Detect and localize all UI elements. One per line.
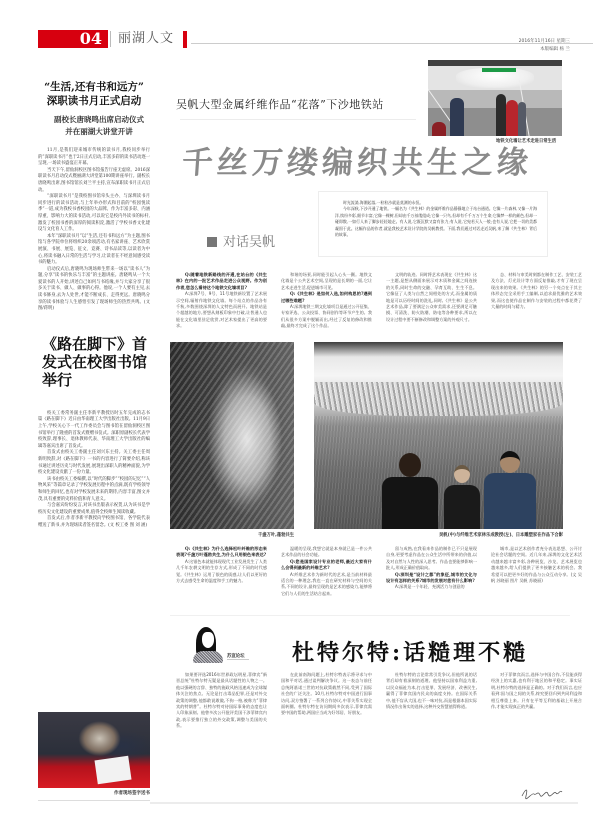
feature-headline[interactable]: 千丝万缕编织共生之缘 xyxy=(180,145,534,181)
story2-headline[interactable]: 《路在脚下》首发式在校图书馆举行 xyxy=(42,334,148,389)
story1-subheadline xyxy=(38,114,150,138)
story1-body xyxy=(38,148,150,313)
text-column xyxy=(491,546,582,597)
answer: 城市,是以艺术创作者充分表达思想、公开讨论社会话题的空间。近几年来,深圳的文化艺术活动越来越丰富多彩,各种展览、沙龙、艺术展览也越来越多,给人们提供了更多接触艺术的机会。我希望可以把更多好的作品与公众互动分享。(文 吴帆 苏晓丽 图片 吴帆 苏晓丽) xyxy=(491,546,582,584)
answer: 和谐的场景,同时能引起人心头一颤。地铁文化墙是个公共艺术空间,呈现的是长期的一面,它让艺术走进生活,促进城市可见。 xyxy=(281,272,372,290)
issue-date: 2016年11月16日 星期三 xyxy=(518,39,570,44)
subway-station-photo[interactable] xyxy=(428,60,562,136)
avatar-face xyxy=(202,632,214,648)
commuter xyxy=(496,94,506,136)
paragraph: 11月,是我们迎来城市传统的读书月,我校同步举行的“深职读书月”也于2日正式启动,丰富多彩的读书活动逐一呈现,一场读书盛宴正开幕。 xyxy=(38,148,150,167)
head xyxy=(454,465,470,483)
question: Q:随着地铁新路线的开通,在站台的《共生林》在内的一批艺术作品走进公众视野。作为创作者,您怎么看待这个地铁文化墙项目? xyxy=(176,272,267,290)
commuter xyxy=(432,122,446,136)
text-column xyxy=(176,672,267,730)
answer: A:纤维艺术作为新时代的艺术,是当前材料最适合的一种理念,我也一直在研究材料与空间的关系,不同的设计,最终呈现的是艺术的感染力,能够将它们与人们的生活结合起来。 xyxy=(281,571,372,596)
torso xyxy=(484,473,536,529)
person-center xyxy=(444,465,480,529)
dateline xyxy=(519,38,570,54)
fiber-texture xyxy=(170,342,294,529)
torso xyxy=(382,477,438,529)
qa-columns-lower xyxy=(176,546,582,597)
text-column xyxy=(281,272,372,330)
commuter xyxy=(450,98,464,136)
story1-subheadline-line2: 并在丽湖大讲堂开讲 xyxy=(65,127,133,136)
divider xyxy=(170,615,570,616)
answer: 温暖的呈现,我想它就是本身就已是一件公共艺术作品的社会功能。 xyxy=(281,546,372,558)
page-number-block xyxy=(38,30,108,48)
paragraph: 校关工委常务副主任李新平教授历时五年完成的志书篇《路在脚下》近日由华南理工大学出版社出版。11月9日上午,学校关心下一代工作委员会与图书馆在留仙洞校区图书馆举行了隆重的首发式暨赠书仪式。深职原副校长代表学校致辞,理事长、退休教师代表、华南理工大学出版社的编辑等嘉宾出席了首发式。 xyxy=(38,410,150,449)
text-column xyxy=(386,272,477,330)
divider xyxy=(38,800,150,801)
author-signature-icon xyxy=(520,784,564,800)
question: Q:深圳是“设计之都”的象征,城市的文化与设计有怎样的关系?城市的发展对您有什么影响? xyxy=(386,571,477,584)
paragraph: 与会嘉宾纷纷发言,对该书出版表示祝贺,认为该书是学校历史文化建设的重要成果,值得全校师生阅读收藏。 xyxy=(38,503,150,515)
intro-paragraph: 时光流淌,海潮起落,一粒粒沙就是莫测的永恒。 xyxy=(343,200,424,205)
fiber-artwork-caption: 千盏万叶,蓬勃共生 xyxy=(257,533,294,538)
story1-headline[interactable]: “生活,还有书和远方” 深职读书月正式启动 xyxy=(44,81,144,107)
question: Q:《共生林》为什么选择松叶纤维的形态来表现?千盏万叶蓬勃共生,为什么只用银色来表达? xyxy=(176,546,267,558)
answer: 文明的轨迹。同时将艺术表现在《共生林》这一主题,是想从侧面来展示对木质和金属之间连接的关系,同时生命的交融、孕育互助、生生不息。它像征了人类与自然之间相处的方式,而金属的质地是可以历经时间的洗礼,同时,《共生林》是公共艺术作品,除了要满足公众审美需求,还要满足可触摸、可清洗、防火防潮、防电等各种要求,所以在设计过程中要不断修改和调整方案的外观尺寸。 xyxy=(386,272,477,322)
paragraph: 当天下午,留仙洞校区图书馆报告厅座无虚席。2016深职读书月启动仪式暨丽湖大讲堂第100期讲座举行。副校长唐晓鸣出席,图书馆馆长刘兰平主持,宣布深职读书月正式启动。 xyxy=(38,167,150,193)
text-column xyxy=(386,546,477,597)
page-editor: 本版编辑 杨 兰 xyxy=(540,47,570,52)
column-headline[interactable]: 杜特尔特:话糙理不糙 xyxy=(292,640,529,666)
artwork-fringe xyxy=(314,382,563,416)
text-column xyxy=(176,272,267,330)
answer: 留与成熟,在我看来作品的制作已不只是展现自身,更要考虑作品在公众生活中所带来的价值,以及对自然与人性的深入思考。作品也要能够影响一批人,形成正确价值取向。 xyxy=(386,546,477,571)
text-column xyxy=(386,672,477,730)
book-pages xyxy=(94,756,131,784)
square-bullet-icon xyxy=(207,237,217,247)
paragraph: 首发式由校关工委副主任刘兴东主持。关工委主任周新明致辞,对《路在脚下》一书的内容进行了简要介绍,称该书通过讲述历史与时代发展,展现出深职人的精神面貌,为学校文化建设贡献了一份力量。 xyxy=(38,450,150,476)
book-signing-photo[interactable] xyxy=(38,712,150,788)
column-label: 苏宣论坛 xyxy=(227,653,249,660)
feature-kicker: 吴帆大型金属纤维作品“花落”下沙地铁站 xyxy=(176,98,384,111)
answer: A:深圳是一个年轻、充满活力与创意的 xyxy=(395,584,465,590)
story2-body xyxy=(38,411,150,530)
answer: A:深圳7号、9号、11号地铁新设置了艺术展示空间,辐射作地铁文化墙。每个站点的作品各有千秋,多数围绕深圳的人文特色而展开。地铁站是个超越的地方,要想从刻板印象中打破,让普通人也能在文化墙里驻足欣赏,对艺术家提出了更高的要求。 xyxy=(176,291,267,329)
exit-sign xyxy=(482,68,516,72)
answer: A:这银色本就能体现现代工业发展发生了人类几千年农耕文明的生存方式,形成了不同的时代感觉。《共生林》运用了银色的质感,让人们以更好的方式去感受生命的温度和手工的魅力。 xyxy=(176,558,267,584)
text-column xyxy=(491,672,582,730)
paragraph: 杜特尔特的言论常常引发争议,但他所说的话背后却有着深刻的道理。他坚持以国家利益为重,以民众福祉为本,打击犯罪、发展经济、改善民生,赢得了菲律宾国内民众的高度支持。在国际关系中,他不盲从大国,也不一味对抗,而是根据本国实际情况作出务实的选择,这种外交智慧值得称道。 xyxy=(386,672,477,710)
paragraph: 在此前南海问题上,杜特尔特表示将寻求与中国和平对话,通过谈判解决争议。这一表态与前任总统阿基诺三世的对抗政策截然不同,受到了国际社会的广泛关注。10月,杜特尔特对中国进行国事访问,双方签署了一系列合作协议,中菲关系实现全面转圜。杜特尔特在访问期间多次表示,菲律宾需要中国的帮助,两国应当成为好邻居、好朋友。 xyxy=(281,672,372,716)
dialog-label-text: 对话吴帆 xyxy=(223,235,276,250)
answer: 态、材料与审美时刻都在制作工艺、安装工艺及方法、灯光设计等方面反复推敲,才有了现在呈现出来的效果。《共生林》的另一个亮点在于其主体形态完全采用手工编制,以追求最优雅的艺术效果,而这也使作品在制作与安装的过程中都花费了大量的时间与精力。 xyxy=(491,272,582,310)
paragraph: 本年“深职读书月”以“生活,还有书和远方”为主题,图书馆与各学院单位将组织20余项活动,有名家讲座、艺术欣赏展演、书展、展览、征文、竞赛、诗书品读等,以读者为中心,将读书融入日常的生活与学习,让读者在不经意间感受读书的魅力。 xyxy=(38,233,150,266)
divider xyxy=(150,802,578,804)
page-number: 04 xyxy=(79,29,102,48)
paragraph: 对于菲律宾而言,选择与中国合作,不仅能获得经济上的实惠,也有利于地区的和平稳定。事实证明,杜特尔特的选择是正确的。对于我们而言,也应看到:国与国之间的关系,终究要回归到共同利益和相互尊重上来。只有在平等互利的基础上开展合作,才能实现真正的共赢。 xyxy=(491,672,582,710)
qa-columns xyxy=(176,272,582,330)
text-column xyxy=(491,272,582,330)
paragraph: 首发式后,作者李新平教授向学校图书馆、各学院代表赠送了新书,并为现场读者签名留念。(文 校工委 图 刘 涵) xyxy=(38,516,150,528)
section-name: 丽湖人文 xyxy=(118,31,175,46)
head xyxy=(500,451,520,473)
question: Q:《共生林》是如何入选,如何构思的?遇到过哪些难题? xyxy=(281,291,372,303)
column-body xyxy=(176,672,582,730)
intro-paragraph: 今年深秋,下沙开通了地铁。一幅名为《共生林》的金属纤维作品静静地立于站台通道。它像一片森林,又像一片海洋,缤纷多彩,细节丰富;它像一棵树,但却由千万丝缕组成;它像一只鸟,但却有千千万万个生命;它像梦一样的颜色,但却一碰即散,一如行人来了脚步轻轻地走。有人说,它既沉默又富有张力;有人说,它宛若天人一般;也有人说,它把一切的美都凝固于此。这幅作品的作者,就是我校艺术设计学院的吴帆教授。下面,我们通过对话走近吴帆,来了解《共生林》背后的故事。 xyxy=(335,206,537,238)
dialog-label xyxy=(207,231,275,250)
answer: A:深圳地铁三期文化墙项目是通过公开征集、专家评选、公众投票、协同创作等环节产生的。我们从很多方案中脱颖而出,经过了反复的修改和推敲,最终才完成了这个作品。 xyxy=(281,304,372,329)
artists-group-photo[interactable] xyxy=(314,342,563,529)
subway-photo-caption: 地铁文化墙让艺术走进日常生活 xyxy=(496,139,557,144)
paragraph: 如果要评选2016年世界政坛明星,菲律宾“新晋总统”杜特尔特无疑是最具话题性的人物之一。他以强硬的言辞、独特的施政风格迅速成为全球媒体关注的焦点。无论是打击毒品犯罪,还是对外交政策的调整,他都敢说敢做,不拘一格,被称为“菲律宾的特朗普”。杜特尔特对待国际事务的态度也让人印象深刻。他曾多次公开批评美国干涉菲律宾内政,表示要推行独立的外交政策,调整与美国的关系。 xyxy=(176,672,267,729)
intro-box xyxy=(318,191,548,257)
left-column xyxy=(38,80,150,530)
paragraph: “深职读书月”是我校图书馆牵头主办、与深圳读书月同步进行的读书活动,与上年举办形式和目前的“校园悦读季”一道,成为我校书香校园的大品牌。作为丰富多彩、内涵厚重、影响力大的读书活动,可以说它是校内外读书的标杆,激发了校园书香的深厚的阅读积淀,激活了学校书香文化建设与文化育人工作。 xyxy=(38,194,150,233)
divider xyxy=(180,119,416,120)
avatar-coat xyxy=(193,651,223,663)
commuter xyxy=(506,100,518,136)
columnist-avatar xyxy=(193,627,227,663)
question: Q:您是国家设计专业的老师,最近大家有什么会得到最新的纤维艺术? xyxy=(281,558,372,571)
section-marker xyxy=(183,31,187,48)
text-column xyxy=(176,546,267,597)
torso xyxy=(444,485,480,529)
fiber-artwork-closeup-photo[interactable] xyxy=(170,342,294,529)
person-left xyxy=(382,453,438,529)
story1-subheadline-line1: 副校长唐晓鸣出席启动仪式 xyxy=(54,115,144,124)
masthead xyxy=(38,30,593,50)
group-photo-caption: 吴帆(中)与纤维艺术家林乐成教授(左)、日本雕塑家在作品下合影 xyxy=(439,533,563,538)
paragraph: 该书由校关工委编撰,以“时代的脚步”“校园的记忆”“人物风采”等篇章记录了学校发展历程中的点滴,既有学校领导和师生的回忆,也有对学校发展未来的期待,内容丰富,图文并茂,具有重要的史料价值和育人意义。 xyxy=(38,476,150,502)
divider xyxy=(110,31,111,47)
head xyxy=(399,453,421,477)
person-right xyxy=(484,451,536,529)
commuter xyxy=(518,102,526,136)
text-column xyxy=(281,672,372,730)
text-column xyxy=(281,546,372,597)
paragraph: 启动仪式后,唐晓鸣为现场师生带来一场以“读书人”为题,分享“读书的快乐与丰富”的主题讲座。唐晓鸣从一个大爱读书的人开始,讲述自己如何与书结缘,并与大家分享了很多关于读书、做人、做事的心得。他说,一个人要有主见,去读书修身,去为人处世,才能不断成长、走得更远。唐晓鸣分享的读书体验与人生感悟引发了现场师生的热烈共鸣。(文 图/蒋明) xyxy=(38,266,150,312)
book-signing-caption: 作者现场签字送书 xyxy=(114,791,150,796)
